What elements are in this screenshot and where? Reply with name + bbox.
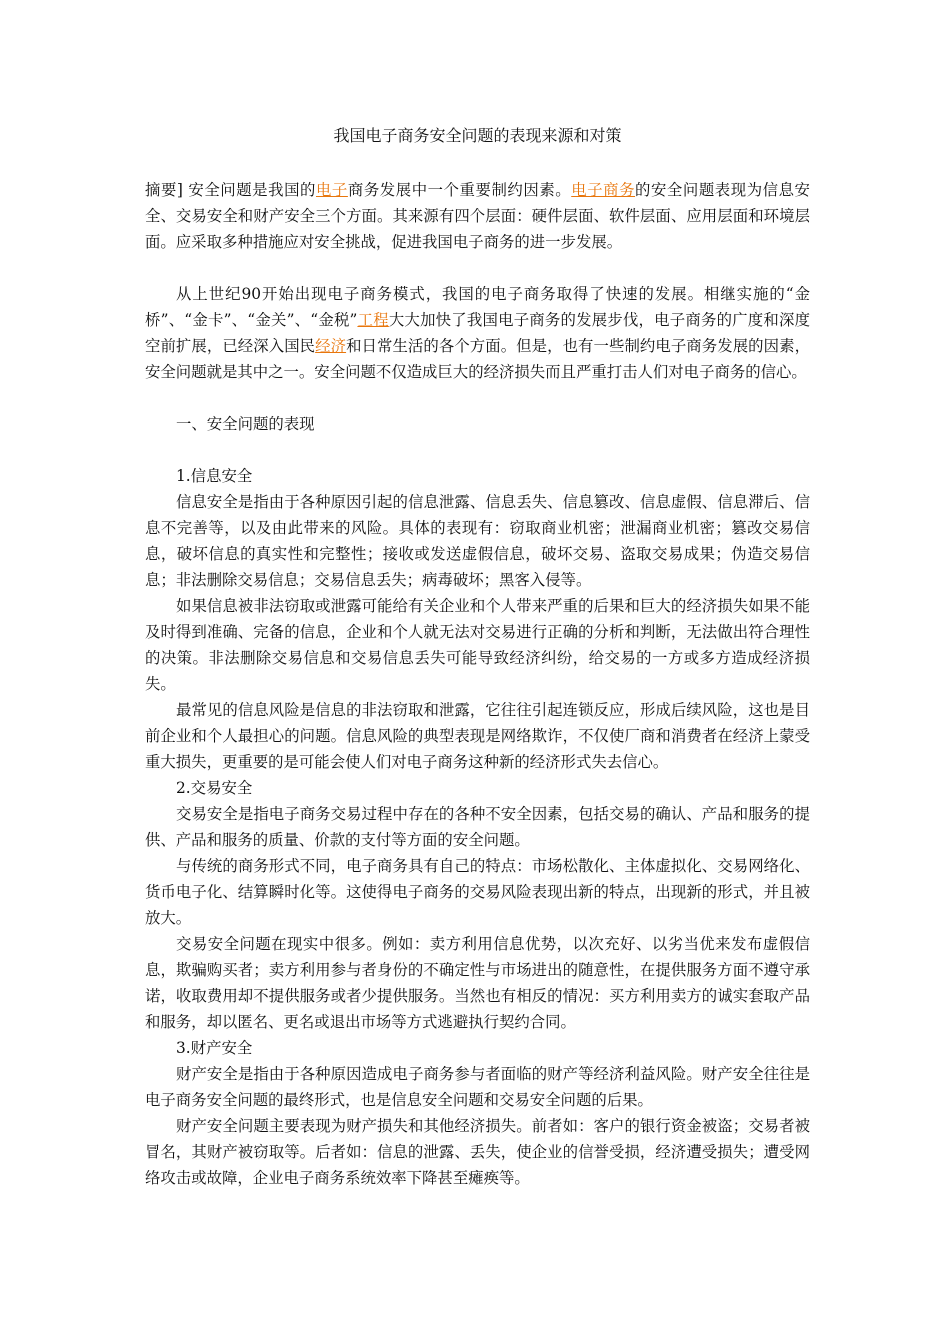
abstract-text-2: 商务发展中一个重要制约因素。 — [347, 181, 572, 199]
document-title: 我国电子商务安全问题的表现来源和对策 — [333, 126, 622, 145]
abstract-text-3: 的安全问题表现为信息安全、交易安全和财产安全三个方面。其来源有四个层面：硬件层面、软件层面、应用层面和环境层面。应采取多种措施应对安全挑战，促进我国电子商务的进一步发展。 — [145, 181, 810, 251]
subsection-heading-info-security: 1.信息安全 — [176, 467, 253, 485]
section-heading-1: 一、安全问题的表现 — [176, 415, 315, 433]
trade-security-paragraph-2: 与传统的商务形式不同，电子商务具有自己的特点：市场松散化、主体虚拟化、交易网络化、货币电子化、结算瞬时化等。这使得电子商务的交易风险表现出新的特点，出现新的形式，并且被放大。 — [145, 857, 810, 927]
link-dianzishangwu[interactable]: 电子商务 — [571, 181, 636, 199]
property-security-paragraph-2: 财产安全问题主要表现为财产损失和其他经济损失。前者如：客户的银行资金被盗；交易者被冒名，其财产被窃取等。后者如：信息的泄露、丢失，使企业的信誉受损，经济遭受损失；遭受网络攻击或故障，企业电子商务系统效率下降甚至瘫痪等。 — [145, 1117, 810, 1187]
spacer — [145, 437, 810, 463]
info-security-paragraph-2: 如果信息被非法窃取或泄露可能给有关企业和个人带来严重的后果和巨大的经济损失如果不能及时得到准确、完备的信息，企业和个人就无法对交易进行正确的分析和判断，无法做出符合理性的决策。非法删除交易信息和交易信息丢失可能导致经济纠纷，给交易的一方或多方造成经济损失。 — [145, 597, 810, 693]
info-security-paragraph-1: 信息安全是指由于各种原因引起的信息泄露、信息丢失、信息篡改、信息虚假、信息滞后、信息不完善等，以及由此带来的风险。具体的表现有：窃取商业机密；泄漏商业机密；篡改交易信息，破坏信息的真实性和完整性；接收或发送虚假信息，破坏交易、盗取交易成果；伪造交易信息；非法删除交易信息；交易信息丢失；病毒破坏；黑客入侵等。 — [145, 493, 810, 589]
abstract-paragraph — [145, 177, 810, 255]
link-gongcheng[interactable]: 工程 — [357, 311, 389, 329]
intro-text-2: 大大加快了我国电子商务的发展步伐，电子商务的广度和深度空前扩展，已经深入国民 — [145, 311, 810, 355]
subsection-heading-property-security: 3.财产安全 — [176, 1039, 253, 1057]
spacer — [145, 385, 810, 411]
subsection-heading-trade-security: 2.交易安全 — [176, 779, 253, 797]
spacer — [145, 255, 810, 281]
intro-text-3: 和日常生活的各个方面。但是，也有一些制约电子商务发展的因素，安全问题就是其中之一。安全问题不仅造成巨大的经济损失而且严重打击人们对电子商务的信心。 — [145, 337, 810, 381]
link-dianzi[interactable]: 电子 — [315, 181, 348, 199]
info-security-paragraph-3: 最常见的信息风险是信息的非法窃取和泄露，它往往引起连锁反应，形成后续风险，这也是目前企业和个人最担心的问题。信息风险的典型表现是网络欺诈，不仅使厂商和消费者在经济上蒙受重大损失，更重要的是可能会使人们对电子商务这种新的经济形式失去信心。 — [145, 701, 810, 771]
document-body — [145, 123, 810, 1191]
intro-paragraph — [145, 281, 810, 385]
link-jingji[interactable]: 经济 — [315, 337, 347, 355]
trade-security-paragraph-3: 交易安全问题在现实中很多。例如：卖方利用信息优势，以次充好、以劣当优来发布虚假信息，欺骗购买者；卖方利用参与者身份的不确定性与市场进出的随意性，在提供服务方面不遵守承诺，收取费用却不提供服务或者少提供服务。当然也有相反的情况：买方利用卖方的诚实套取产品和服务，却以匿名、更名或退出市场等方式逃避执行契约合同。 — [145, 935, 810, 1031]
trade-security-paragraph-1: 交易安全是指电子商务交易过程中存在的各种不安全因素，包括交易的确认、产品和服务的提供、产品和服务的质量、价款的支付等方面的安全问题。 — [145, 805, 810, 849]
abstract-text-1: 摘要] 安全问题是我国的 — [145, 181, 316, 199]
intro-text-1: 从上世纪90开始出现电子商务模式，我国的电子商务取得了快速的发展。相继实施的“金桥”、“金卡”、“金关”、“金税” — [145, 285, 810, 329]
property-security-paragraph-1: 财产安全是指由于各种原因造成电子商务参与者面临的财产等经济利益风险。财产安全往往是电子商务安全问题的最终形式，也是信息安全问题和交易安全问题的后果。 — [145, 1065, 810, 1109]
